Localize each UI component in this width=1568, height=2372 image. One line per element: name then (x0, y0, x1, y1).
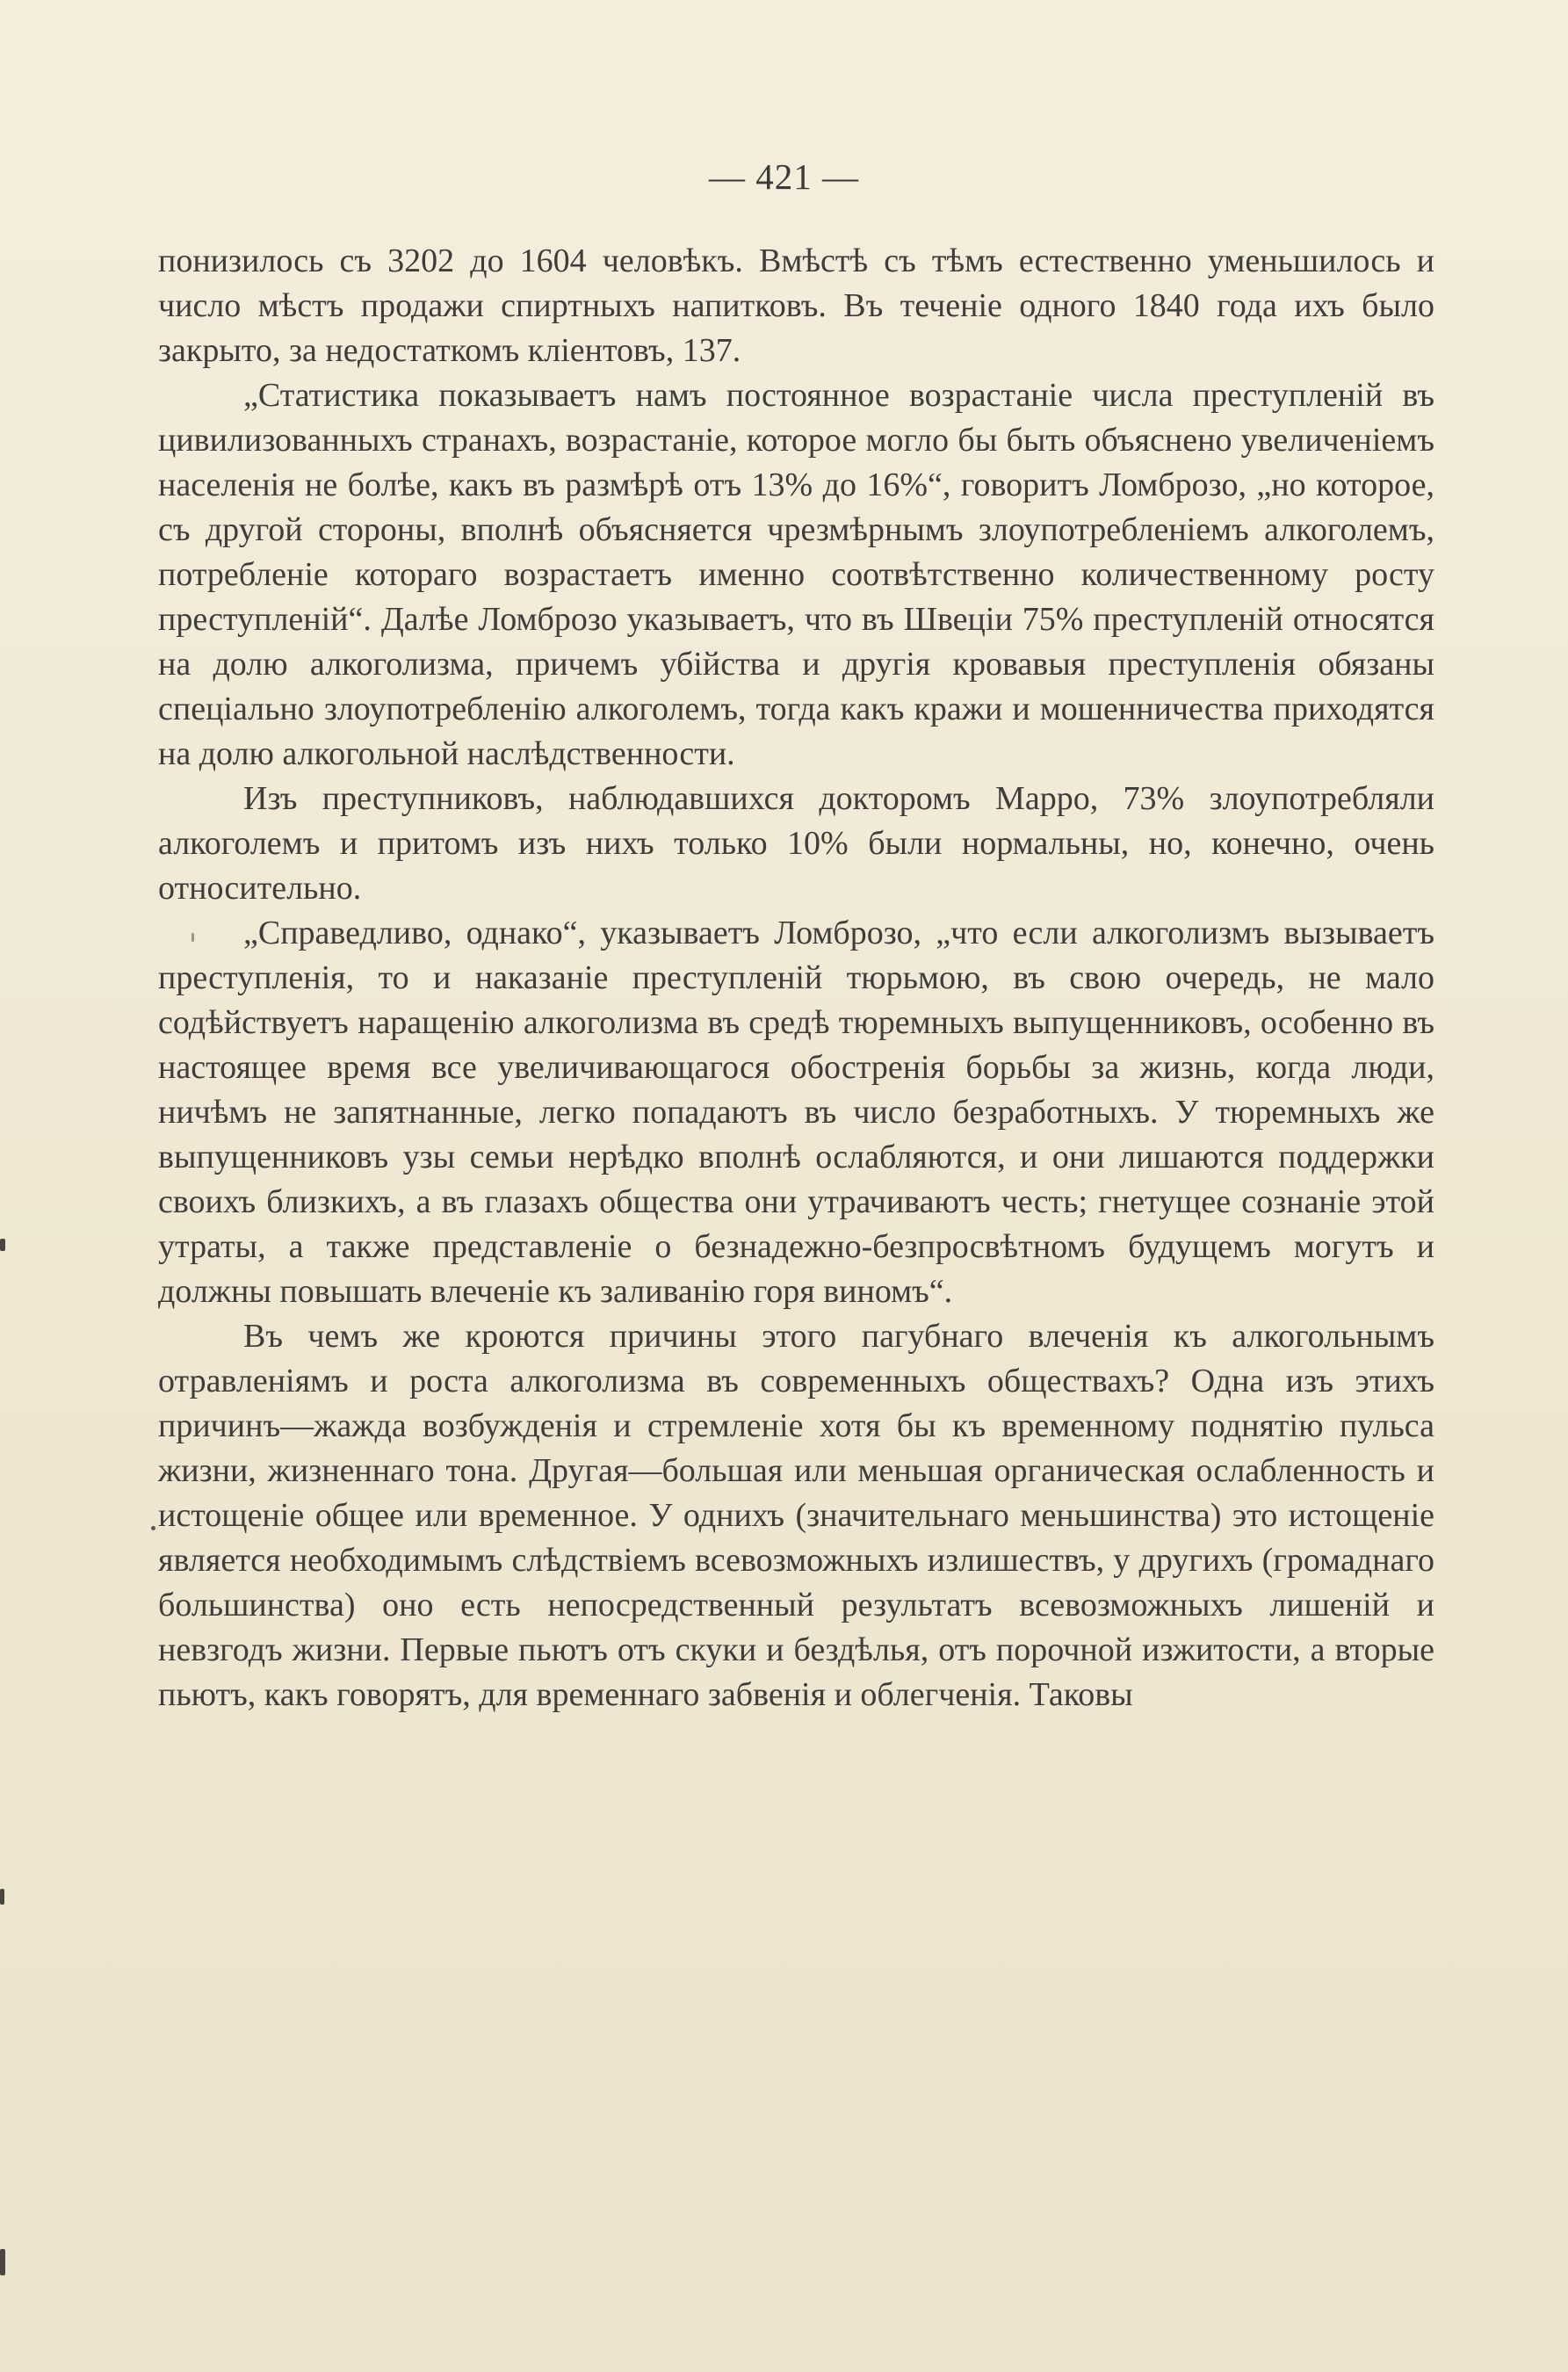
paragraph-statistics-quote: „Статистика показываетъ намъ постоянное возрастаніе числа преступленій въ цивилизованныхъ странахъ, возрастаніе, которое могло бы быть объяснено увеличеніемъ населенія не болѣе, какъ въ размѣрѣ отъ 13% до 16%“, говоритъ Ломброзо, „но которое, съ другой стороны, вполнѣ объясняется чрезмѣрнымъ злоупотребленіемъ алкоголемъ, потребленіе котораго возрастаетъ именно соотвѣтственно количественному росту преступленій“. Далѣе Ломброзо указываетъ, что въ Швеціи 75% преступленій относятся на долю алкоголизма, причемъ убійства и другія кровавыя преступленія обязаны спеціально злоупотребленію алкоголемъ, тогда какъ кражи и мошенничества приходятся на долю алкогольной наслѣдственности. (158, 377, 1434, 772)
paragraph-lombroso-quote: „Справедливо, однако“, указываетъ Ломброзо, „что если алкоголизмъ вызываетъ преступленія, то и наказаніе преступленій тюрьмою, въ свою очередь, не мало содѣйствуетъ наращенію алкоголизма въ средѣ тюремныхъ выпущенниковъ, особенно въ настоящее время все увеличивающагося обостренія борьбы за жизнь, когда люди, ничѣмъ не запятнанные, легко попадаютъ въ число безработныхъ. У тюремныхъ же выпущенниковъ узы семьи нерѣдко вполнѣ ослабляются, и они лишаются поддержки своихъ близкихъ, а въ глазахъ общества они утрачиваютъ честь; гнетущее сознаніе этой утраты, а также представленіе о безнадежно-безпросвѣтномъ будущемъ могутъ и должны повышать влеченіе къ заливанію горя виномъ“. (158, 915, 1434, 1310)
page-number: — 421 — (709, 156, 859, 197)
ink-speck (151, 1526, 155, 1530)
margin-mark (0, 2249, 5, 2275)
margin-mark (0, 1889, 4, 1905)
paragraph-continuation: понизилось съ 3202 до 1604 человѣкъ. Вмѣстѣ съ тѣмъ естественно уменьшилось и число мѣстъ продажи спиртныхъ напитковъ. Въ теченіе одного 1840 года ихъ было закрыто, за недостаткомъ кліентовъ, 137. (158, 242, 1434, 369)
body-text (158, 239, 1434, 1718)
paragraph-marro: Изъ преступниковъ, наблюдавшихся докторомъ Марро, 73% злоупотребляли алкоголемъ и притомъ изъ нихъ только 10% были нормальны, но, конечно, очень относительно. (158, 780, 1434, 907)
ink-speck (191, 933, 194, 942)
margin-mark (0, 1239, 5, 1251)
paragraph-causes: Въ чемъ же кроются причины этого пагубнаго влеченія къ алкогольнымъ отравленіямъ и роста алкоголизма въ современныхъ обществахъ? Одна изъ этихъ причинъ—жажда возбужденія и стремленіе хотя бы къ временному поднятію пульса жизни, жизненнаго тона. Другая—большая или меньшая органическая ослабленность и истощеніе общее или временное. У однихъ (значительнаго меньшинства) это истощеніе является необходимымъ слѣдствіемъ всевозможныхъ излишествъ, у другихъ (громаднаго большинства) оно есть непосредственный результатъ всевозможныхъ лишеній и невзгодъ жизни. Первые пьютъ отъ скуки и бездѣлья, отъ порочной изжитости, а вторые пьютъ, какъ говорятъ, для временнаго забвенія и облегченія. Таковы (158, 1318, 1434, 1713)
